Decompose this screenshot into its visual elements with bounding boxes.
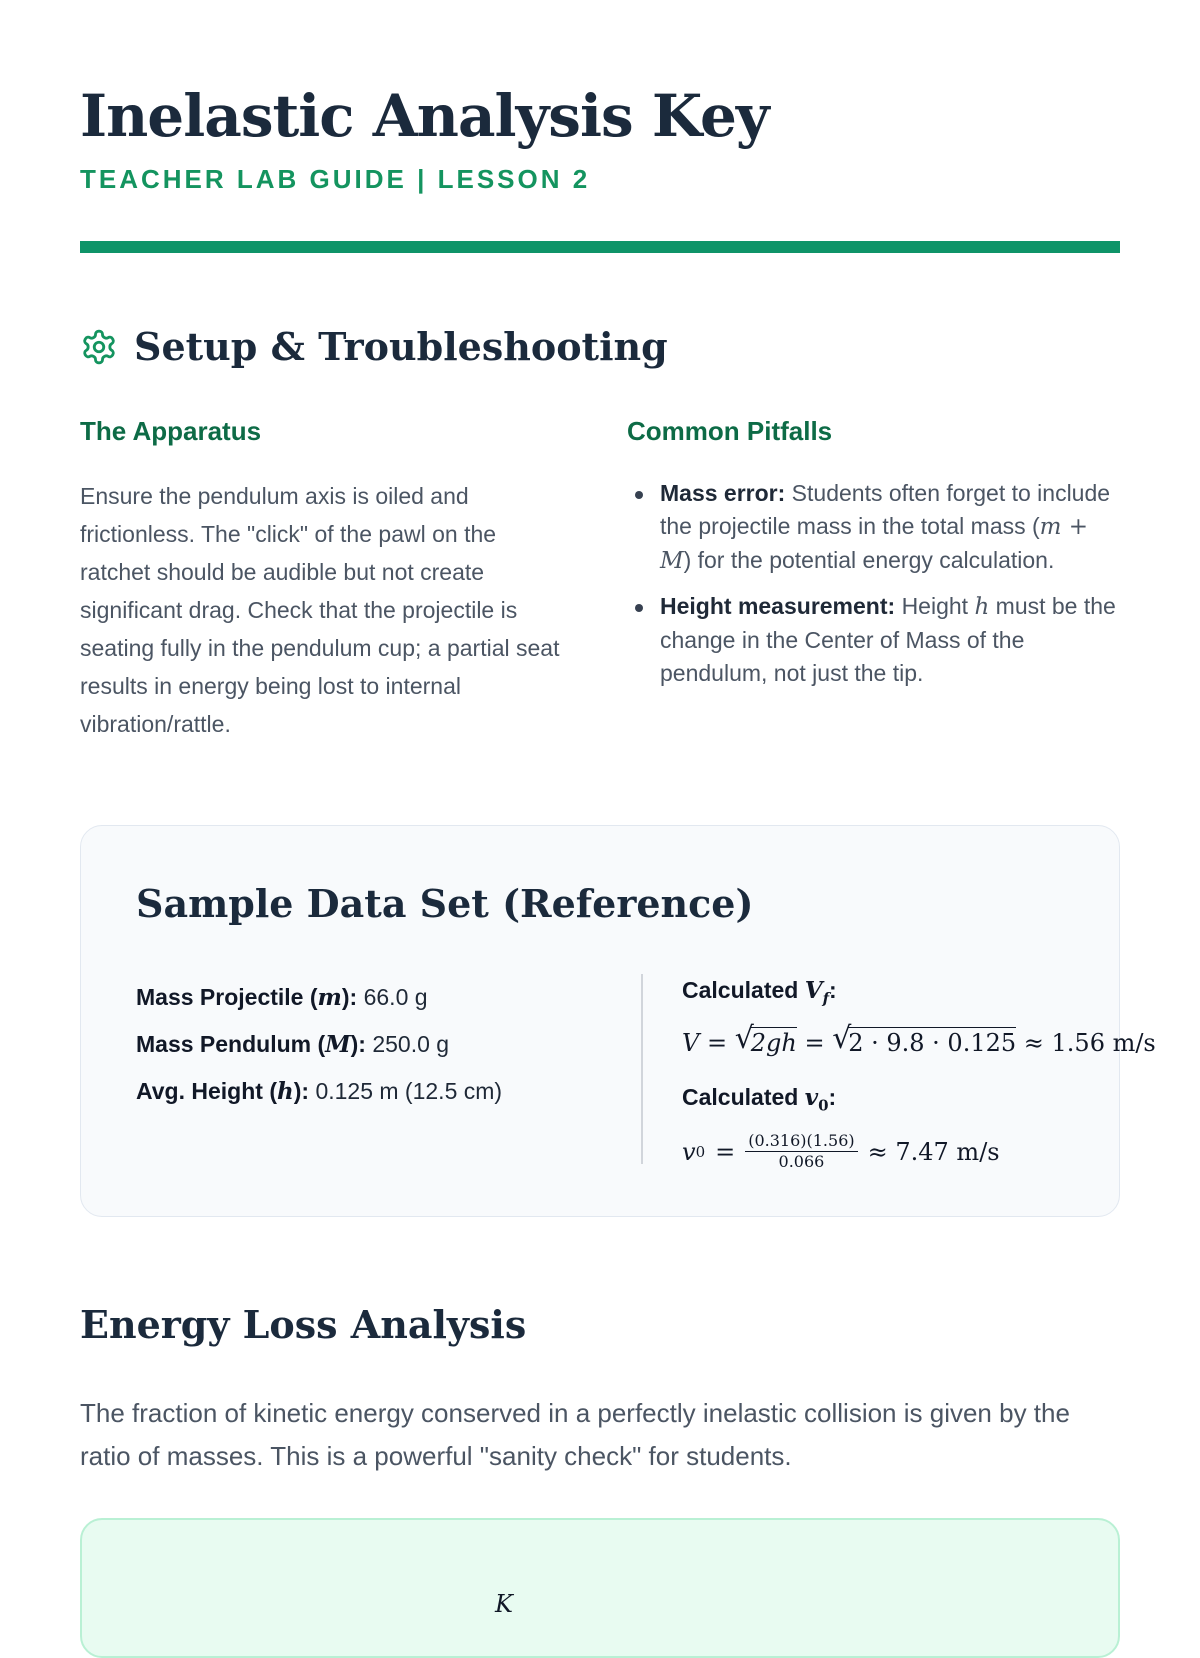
data-value: 0.125 m (12.5 cm) [315,1078,503,1104]
pitfall-text: ) for the potential energy calculation. [683,547,1055,573]
list-item [627,477,1120,578]
sample-data-card [80,825,1156,1217]
data-row-mass-pendulum: Mass Pendulum (M): 250.0 g [136,1031,450,1058]
pitfall-label: Mass error: [660,480,786,506]
pitfall-label: Height measurement: [660,593,896,619]
page-title: Inelastic Analysis Key [80,82,769,150]
pitfalls-heading: Common Pitfalls [627,416,833,446]
pitfall-text: must be the change in the Center of Mass of the pendulum, not just the tip. [660,593,1116,686]
bullet-icon [635,604,643,612]
v0-formula: v 0 = $\frac{(0.316)(1.56)}{0.066}$ ≈ 7.47 m/s [682,1131,1000,1172]
pitfalls-list [627,477,1120,690]
energy-ratio-box [80,1518,1120,1658]
calculations [682,974,1156,1172]
apparatus-column [80,416,570,743]
data-row-avg-height: Avg. Height (h): 0.125 m (12.5 cm) [136,1078,503,1105]
calc-vf-label: Calculated $V_f$: [682,977,837,1008]
energy-section-heading: Energy Loss Analysis [80,1302,527,1347]
apparatus-text: Ensure the pendulum axis is oiled and frictionless. The "click" of the pawl on the ratchet should be audible but not create significant drag. Check that the projectile is seating fully in the pendulum cup; a partial seat results in energy being lost to internal vibration/rattle. [80,483,560,737]
vf-formula: V = √ 2gh = √ 2 · 9.8 · 0.125 ≈ 1.56 m/s [682,1023,1122,1063]
data-value: 66.0 g [363,984,428,1010]
energy-text: The fraction of kinetic energy conserved in a perfectly inelastic collision is given by the ratio of masses. This is a powerful "sanity check" for students. [80,1398,1070,1471]
data-value: 250.0 g [372,1031,450,1057]
pitfall-text: Students often forget to include the projectile mass in the total mass ( [660,480,1111,539]
ratio-formula: K [495,1590,513,1618]
apparatus-heading: The Apparatus [80,416,262,446]
data-row-mass-projectile: Mass Projectile (m): 66.0 g [136,984,428,1011]
calc-v0-label: Calculated $v_0$: [682,1083,837,1115]
pitfalls-column [627,416,1120,702]
pitfall-math: h [974,594,990,620]
gear-icon [80,328,118,366]
sample-data-title: Sample Data Set (Reference) [136,881,754,926]
bullet-icon [635,491,643,499]
pitfall-text: Height [901,593,975,619]
document-page [80,0,1156,1618]
list-item [627,590,1120,690]
pitfall-math: m + M [660,514,1089,574]
column-divider [641,974,643,1164]
setup-section-heading [80,324,668,369]
title-divider [80,241,1120,253]
sample-data-values [136,974,616,1115]
fraction: $\frac{(0.316)(1.56)}{0.066}$ [745,1131,857,1172]
page-subtitle: TEACHER LAB GUIDE | LESSON 2 [80,164,591,194]
setup-heading: Setup & Troubleshooting [134,324,668,369]
